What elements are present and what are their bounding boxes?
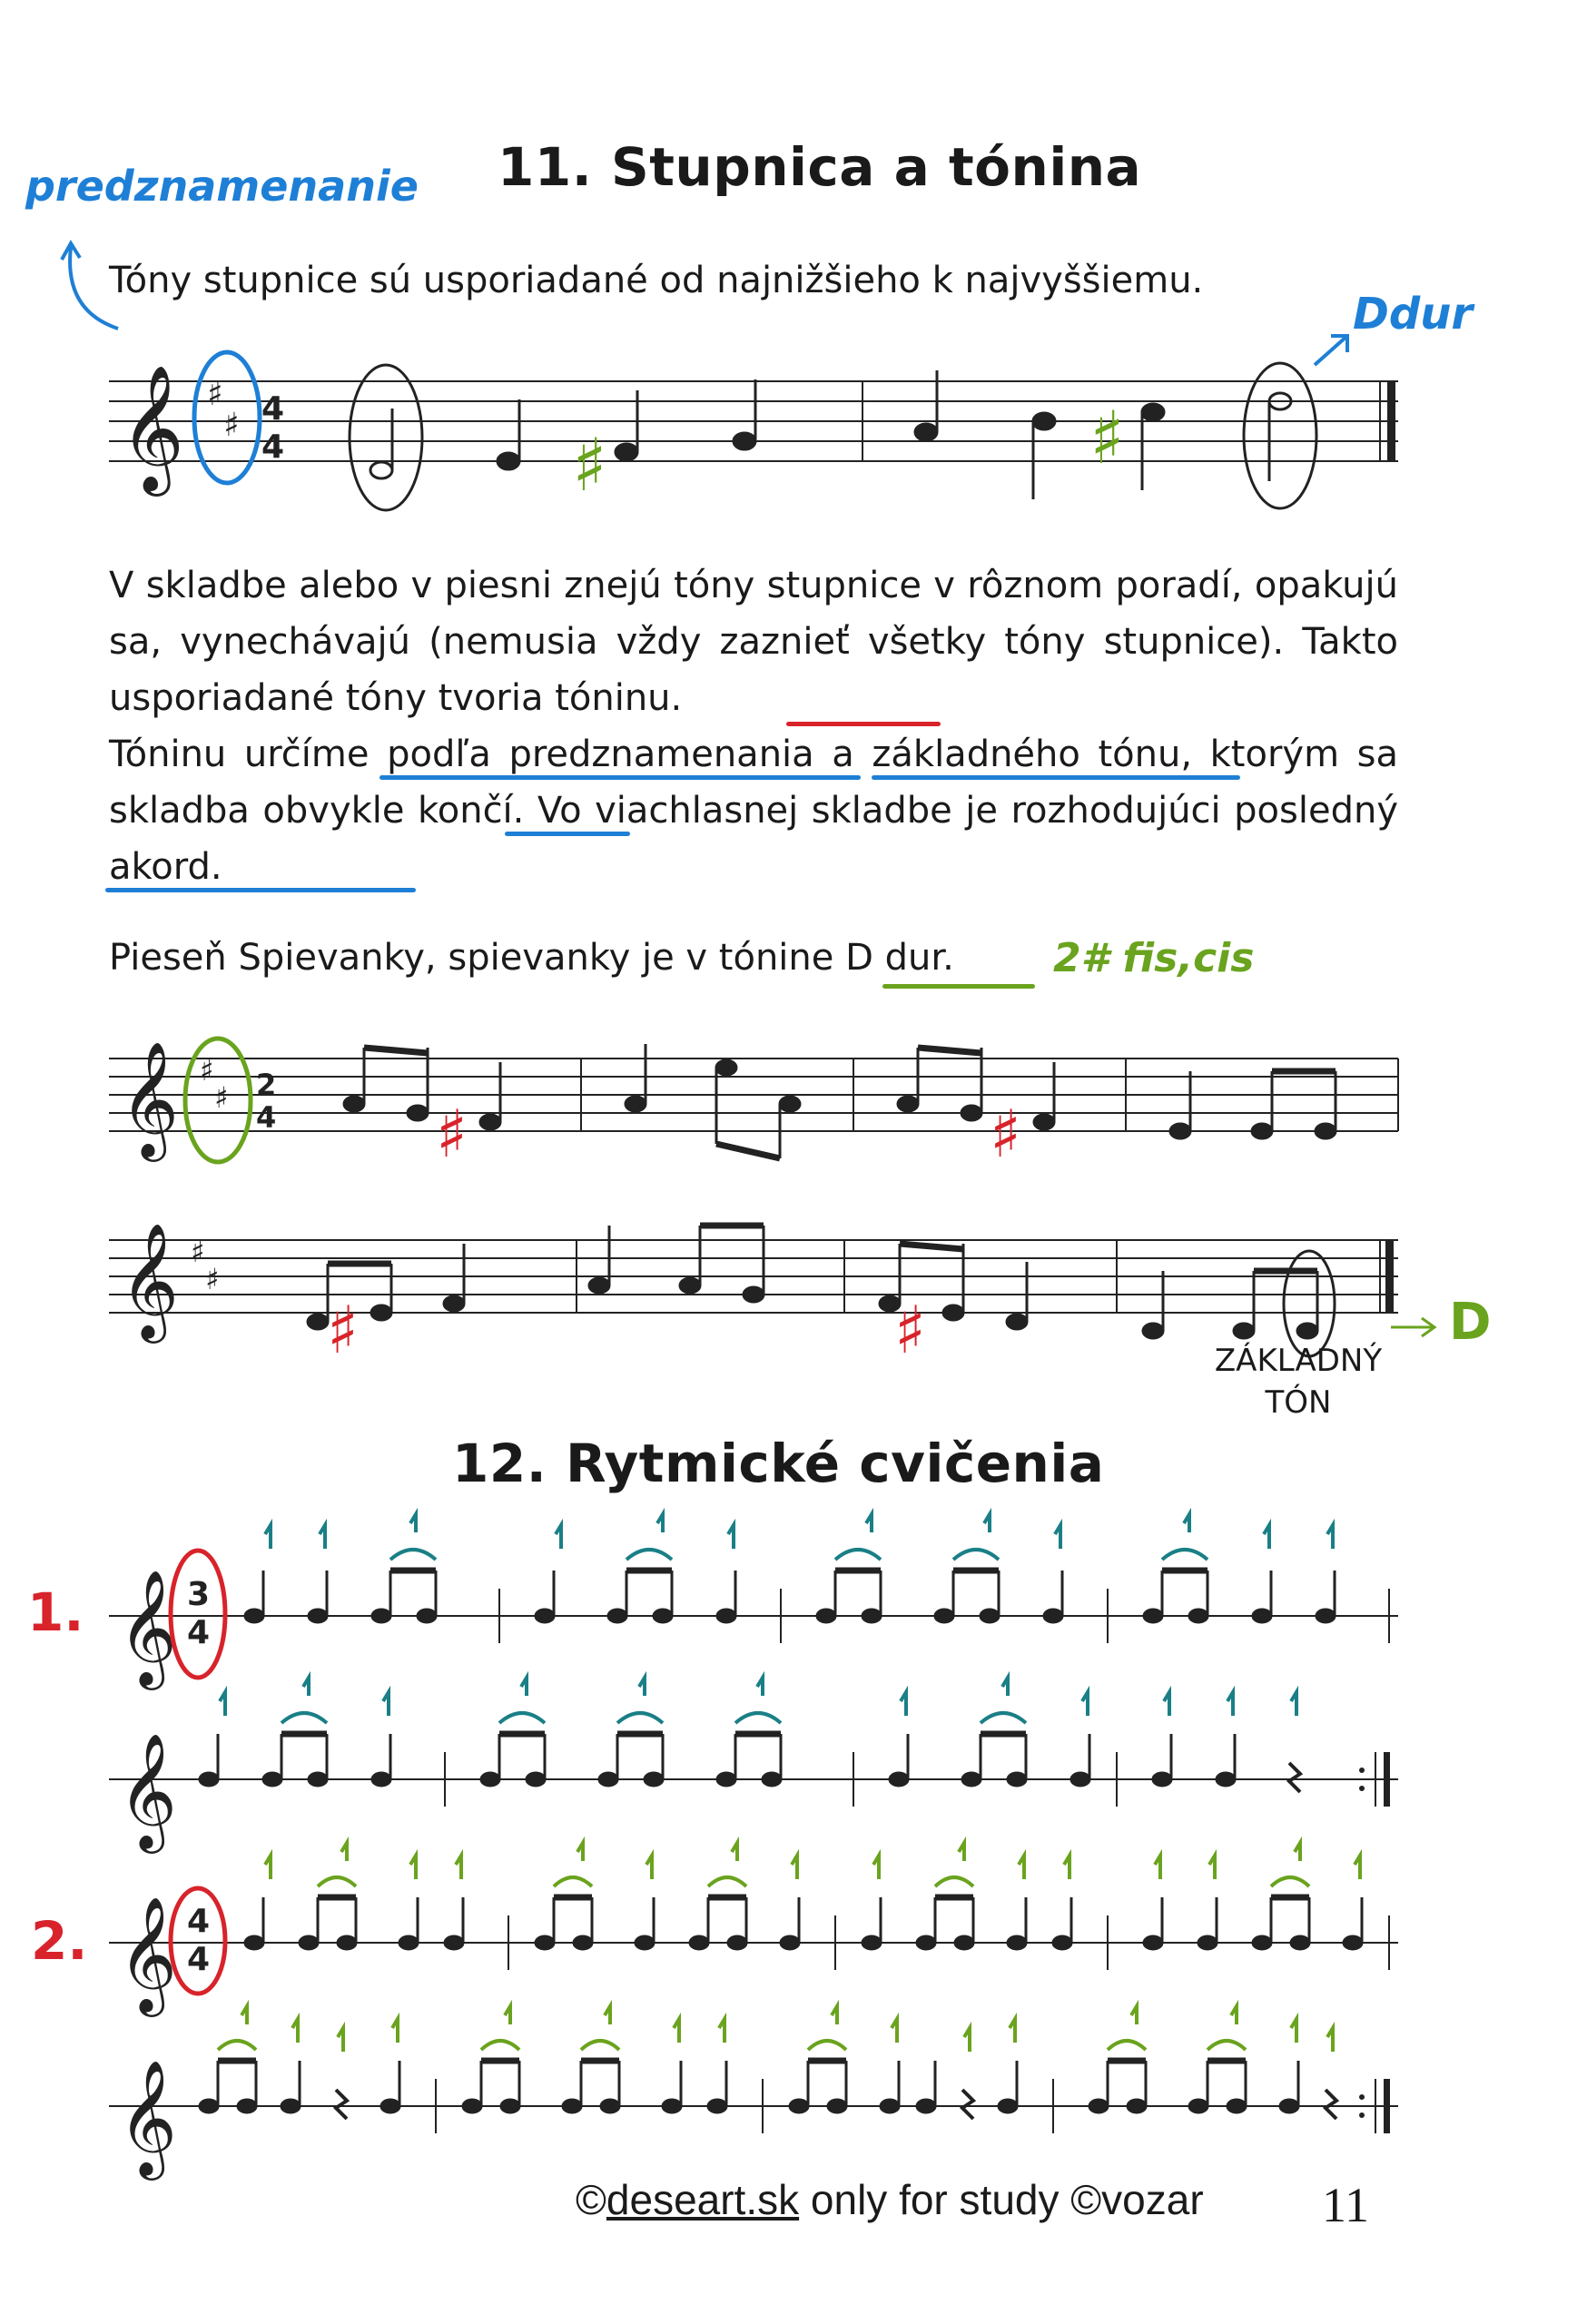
label-exercise-1: 1.: [27, 1581, 84, 1643]
svg-text:♯: ♯: [200, 1053, 214, 1088]
svg-text:4: 4: [187, 1614, 211, 1651]
svg-text:𝄞: 𝄞: [120, 1040, 180, 1157]
underline-podla: [380, 775, 861, 780]
emph-zakladneho-tonu: a základného tónu: [832, 734, 1181, 775]
annotation-d-dur: Ddur: [1353, 289, 1474, 340]
svg-text:♯: ♯: [572, 423, 607, 507]
svg-text:♯: ♯: [990, 1096, 1021, 1172]
svg-text:♯: ♯: [436, 1096, 468, 1172]
svg-text:𝄞: 𝄞: [118, 2059, 178, 2175]
emph-konci: končí: [418, 790, 513, 832]
svg-text:3: 3: [187, 1576, 211, 1613]
annotation-final-d: D: [1449, 1293, 1492, 1352]
underline-d-dur: [882, 984, 1035, 989]
arrow-right-icon: [1389, 1315, 1444, 1342]
rhythm-line-2b: [109, 2006, 1416, 2188]
paragraph-1: V skladbe alebo v piesni znejú tóny stupnice v rôznom poradí, opakujú sa, vynechávajú (nemusia vždy zaznieť všetky tóny stupnice). Takto usporiadané tóny tvoria tóninu.: [109, 565, 1398, 719]
underline-zakladneho: [872, 775, 1240, 780]
section-12-title: 12. Rytmické cvičenia: [452, 1433, 1105, 1494]
svg-text:♯: ♯: [223, 407, 240, 444]
song-line: Pieseň Spievanky, spievanky je v tónine D dur.: [109, 937, 954, 979]
paragraph-2: Tóninu určíme podľa predznamenania a základného tónu, ktorým sa skladba obvykle končí. Vo viachlasnej skladbe je rozhodujúci posledný akord.: [109, 734, 1398, 888]
song-staff-1: [109, 1031, 1416, 1186]
rhythm-line-1a: [109, 1507, 1416, 1689]
annotation-sharps: 2# fis,cis: [1053, 935, 1255, 981]
svg-text:𝄞: 𝄞: [118, 1569, 178, 1685]
footer-copyright: ©deseart.sk only for study ©vozar: [576, 2176, 1204, 2223]
svg-text:♯: ♯: [214, 1080, 229, 1115]
svg-text:♯: ♯: [327, 1292, 359, 1368]
svg-text:♯: ♯: [205, 1262, 220, 1296]
section-11-title: 11. Stupnica a tónina: [498, 136, 1142, 198]
emph-posledny-akord: posledný akord: [109, 790, 1398, 888]
intro-text: Tóny stupnice sú usporiadané od najnižšieho k najvyššiemu.: [109, 260, 1204, 301]
svg-text:𝄞: 𝄞: [120, 1222, 180, 1338]
site-link[interactable]: deseart.sk: [606, 2176, 800, 2223]
base-tone-label: ZÁKLADNÝ TÓN: [1214, 1343, 1383, 1421]
svg-text:♯: ♯: [207, 376, 223, 413]
svg-text:♯: ♯: [191, 1235, 205, 1269]
svg-text:4: 4: [187, 1941, 211, 1978]
svg-text:2: 2: [256, 1068, 277, 1102]
underline-konci: [505, 832, 630, 836]
page-number: 11: [1322, 2178, 1369, 2232]
svg-text:4: 4: [187, 1903, 211, 1940]
svg-text:♯: ♯: [1089, 396, 1125, 480]
annotation-predznamenanie: predznamenanie: [25, 162, 419, 211]
svg-text:4: 4: [261, 428, 285, 466]
label-exercise-2: 2.: [31, 1910, 88, 1972]
underline-posledny: [105, 888, 416, 892]
emph-podla: podľa predznamenania: [387, 734, 814, 775]
svg-text:𝄞: 𝄞: [118, 1732, 178, 1848]
rhythm-line-2a: [109, 1834, 1416, 2015]
svg-text:♯: ♯: [894, 1292, 926, 1368]
svg-text:𝄞: 𝄞: [118, 1896, 178, 2012]
svg-text:𝄞: 𝄞: [120, 365, 184, 491]
svg-text:4: 4: [256, 1100, 277, 1135]
svg-text:4: 4: [261, 390, 285, 428]
emph-d-dur: D dur.: [845, 937, 954, 979]
scale-staff: [109, 363, 1416, 536]
